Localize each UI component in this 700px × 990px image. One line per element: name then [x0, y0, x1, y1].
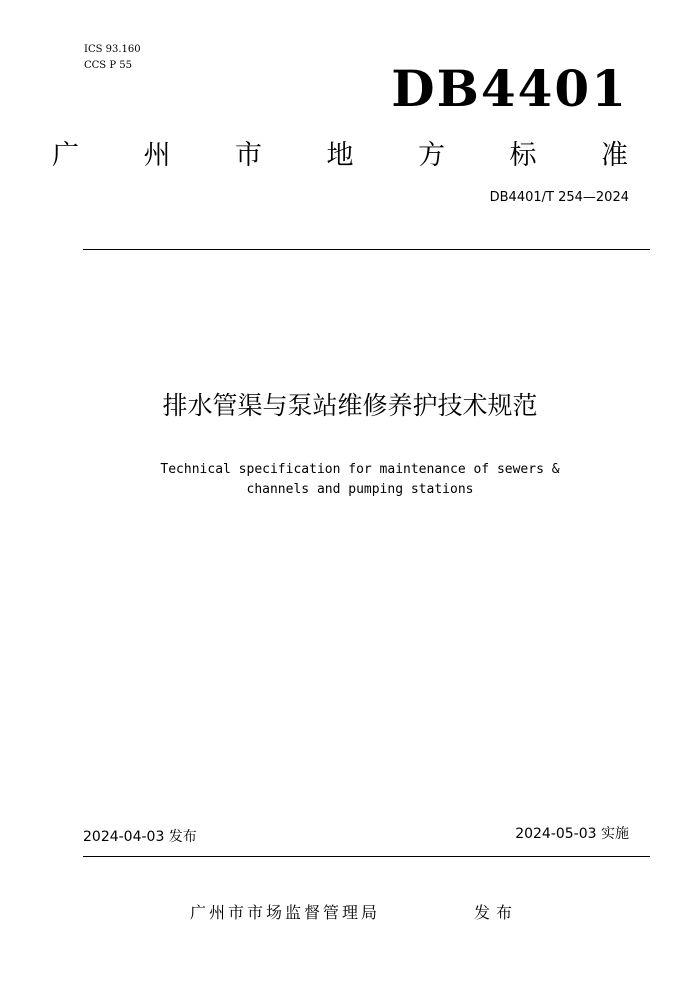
title-english [60, 460, 660, 500]
bottom-divider [83, 856, 650, 857]
ics-code: ICS 93.160 [84, 44, 141, 55]
publish-label: 发布 [474, 903, 519, 922]
standard-type-char: 市 [235, 140, 262, 171]
issue-date: 2024-04-03 发布 [83, 829, 197, 845]
standard-type-char: 方 [418, 140, 445, 171]
title-chinese: 排水管渠与泵站维修养护技术规范 [162, 391, 538, 420]
standard-type [52, 136, 628, 176]
ccs-code: CCS P 55 [84, 60, 132, 71]
classification-codes [84, 42, 141, 74]
implementation-date: 2024-05-03 实施 [515, 826, 629, 842]
standard-type-char: 地 [326, 140, 354, 171]
standard-type-char: 标 [509, 140, 537, 171]
standard-type-char: 州 [143, 140, 171, 171]
title-english-line: channels and pumping stations [246, 482, 474, 497]
standard-type-char: 准 [601, 140, 628, 171]
standard-number: DB4401/T 254—2024 [489, 190, 629, 205]
title-english-line: Technical specification for maintenance of sewers & [160, 462, 560, 477]
db-code: DB4401 [391, 59, 628, 118]
standard-type-char: 广 [52, 140, 79, 171]
top-divider [83, 249, 650, 250]
publisher: 广州市市场监督管理局 [190, 903, 381, 922]
